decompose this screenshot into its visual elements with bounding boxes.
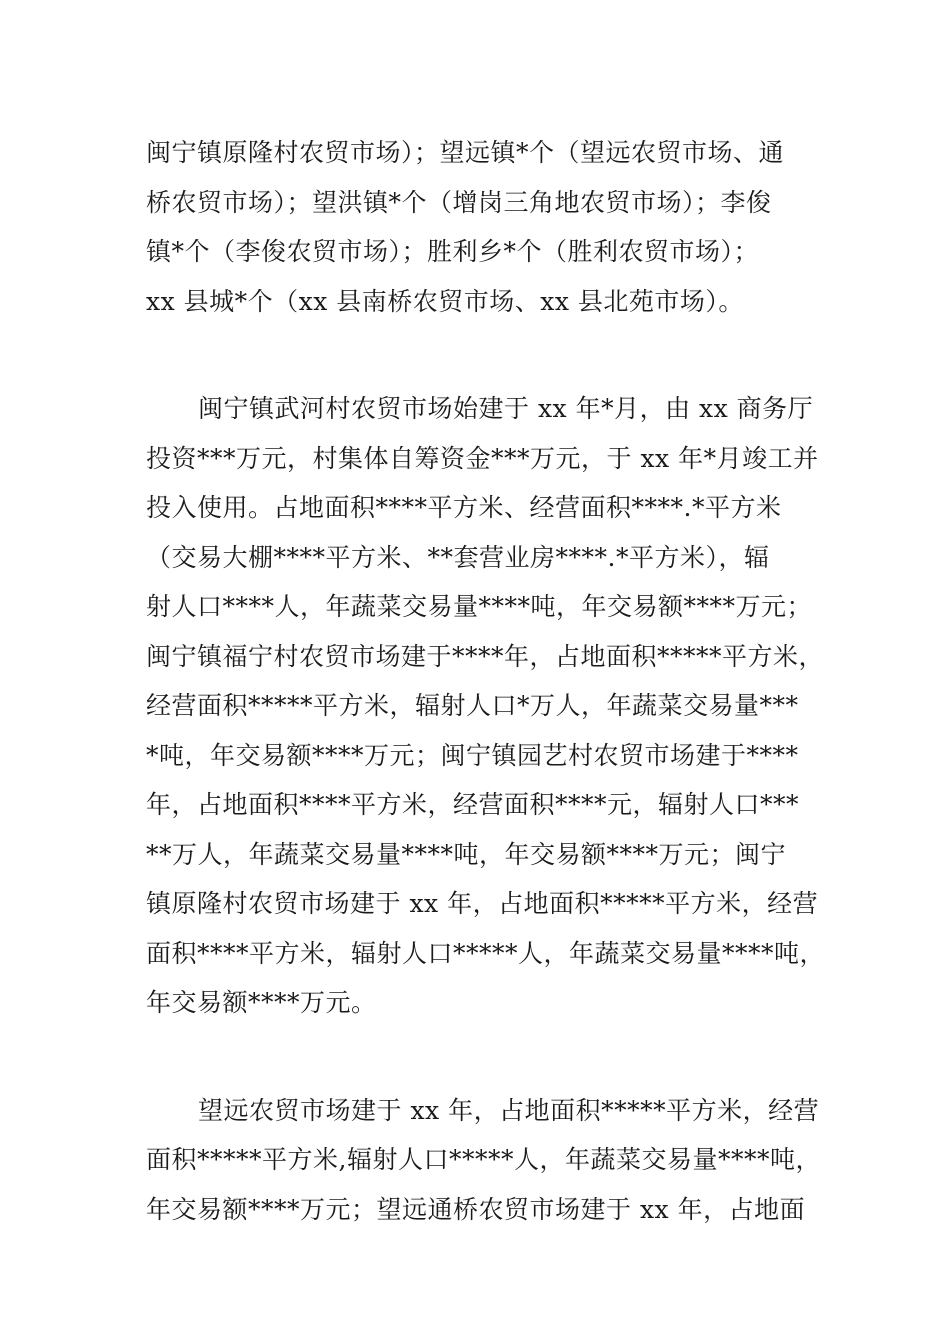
- text-line: *吨，年交易额****万元；闽宁镇园艺村农贸市场建于****: [146, 740, 799, 770]
- text-line: 闽宁镇福宁村农贸市场建于****年，占地面积*****平方米，: [146, 641, 825, 671]
- paragraph-spacer: [146, 326, 810, 384]
- paragraph-wangyuan-markets: [146, 1086, 821, 1235]
- paragraph-continued: [146, 128, 810, 326]
- text-line: xx 县城*个（xx 县南桥农贸市场、xx 县北苑市场）。: [146, 286, 744, 316]
- text-line: 镇原隆村农贸市场建于 xx 年，占地面积*****平方米，经营: [146, 889, 819, 918]
- text-line: 年，占地面积****平方米，经营面积****元，辐射人口***: [146, 790, 800, 819]
- paragraph-minning-markets: [146, 384, 826, 1028]
- text-line: 桥农贸市场）；望洪镇*个（增岗三角地农贸市场）；李俊: [146, 187, 772, 217]
- text-line: 投入使用。占地面积****平方米、经营面积****.*平方米: [146, 493, 782, 522]
- text-line: 年交易额****万元。: [146, 988, 377, 1017]
- text-line: 面积****平方米，辐射人口*****人，年蔬菜交易量****吨，: [146, 938, 826, 968]
- text-line: 经营面积*****平方米，辐射人口*万人，年蔬菜交易量***: [146, 691, 799, 720]
- text-line: （交易大棚****平方米、**套营业房****.*平方米），辐: [146, 542, 770, 572]
- text-line: 望远农贸市场建于 xx 年，占地面积*****平方米，经营: [198, 1095, 820, 1125]
- text-line: 闽宁镇原隆村农贸市场）；望远镇*个（望远农贸市场、通: [146, 138, 785, 167]
- text-line: 闽宁镇武河村农贸市场始建于 xx 年*月，由 xx 商务厅: [198, 394, 814, 423]
- paragraph-spacer: [146, 1028, 810, 1086]
- text-line: 镇*个（李俊农贸市场）；胜利乡*个（胜利农贸市场）；: [146, 237, 760, 266]
- text-line: 年交易额****万元；望远通桥农贸市场建于 xx 年，占地面: [146, 1194, 806, 1224]
- text-line: 投资***万元，村集体自筹资金***万元，于 xx 年*月竣工并: [146, 443, 819, 473]
- document-page: [146, 128, 826, 1234]
- text-line: **万人，年蔬菜交易量****吨，年交易额****万元；闽宁: [146, 839, 787, 869]
- text-line: 面积*****平方米,辐射人口*****人，年蔬菜交易量****吨，: [146, 1145, 821, 1174]
- text-line: 射人口****人，年蔬菜交易量****吨，年交易额****万元；: [146, 592, 813, 621]
